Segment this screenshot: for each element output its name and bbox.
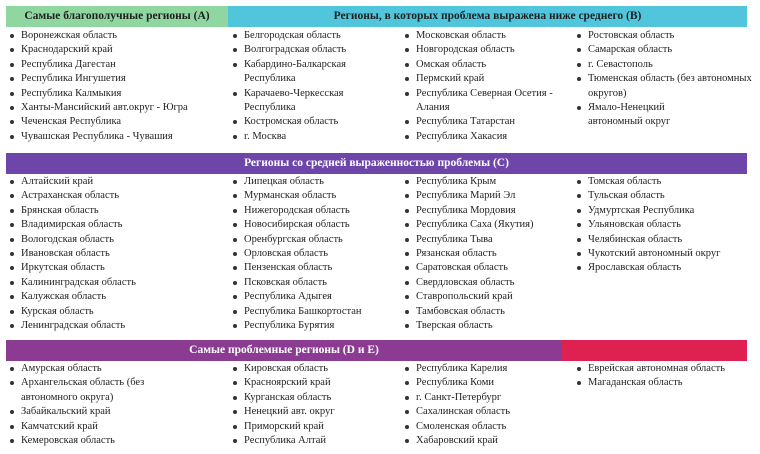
list-item: Республика Крым <box>403 175 573 189</box>
list-item: Новгородская область <box>403 43 573 57</box>
list-item: Красноярский край <box>231 376 401 390</box>
list-item: Еврейская автономная область <box>575 362 728 376</box>
list-item: Волгоградская область <box>231 43 401 57</box>
list-item: Приморский край <box>231 420 401 434</box>
list-item: Карачаево-Черкесская Республика <box>231 87 369 116</box>
list-item: Кемеровская область <box>8 434 226 448</box>
list-item: Тверская область <box>403 319 573 333</box>
list-item: г. Москва <box>231 130 401 144</box>
list-item: Томская область <box>575 175 755 189</box>
list-item: Тюменская область (без автономных округов) <box>575 72 753 101</box>
list-item: Астраханская область <box>8 189 226 203</box>
list-item: Республика Карелия <box>403 362 573 376</box>
list-item: Камчатский край <box>8 420 226 434</box>
header-section-b <box>228 6 747 27</box>
list-item: Чукотский автономный округ <box>575 247 733 261</box>
list-item: Белгородская область <box>231 29 401 43</box>
list-item: Краснодарский край <box>8 43 226 57</box>
header-section-de-title: Самые проблемные регионы (D и E) <box>189 344 379 356</box>
list-item: Иркутская область <box>8 261 226 275</box>
list-item: Республика Мордовия <box>403 204 573 218</box>
list-item: Ямало-Ненецкий автономный округ <box>575 101 713 130</box>
list-item: Республика Коми <box>403 376 573 390</box>
list-item: Республика Татарстан <box>403 115 573 129</box>
list-item: Ростовская область <box>575 29 755 43</box>
list-item: Смоленская область <box>403 420 573 434</box>
list-item: Республика Дагестан <box>8 58 226 72</box>
list-item: Чувашская Республика - Чувашия <box>8 130 226 144</box>
list-item: Калужская область <box>8 290 226 304</box>
section-de-col1 <box>231 362 401 448</box>
list-item: Республика Адыгея <box>231 290 401 304</box>
list-item: Вологодская область <box>8 233 226 247</box>
list-item: Республика Северная Осетия - Алания <box>403 87 556 116</box>
list-item: Республика Тыва <box>403 233 573 247</box>
list-item: Республика Ингушетия <box>8 72 226 86</box>
section-c-col3 <box>575 175 755 276</box>
list-item: Алтайский край <box>8 175 226 189</box>
header-section-a-title: Самые благополучные регионы (A) <box>24 10 210 22</box>
list-item: Брянская область <box>8 204 226 218</box>
section-a-list <box>8 29 226 144</box>
list-item: Новосибирская область <box>231 218 401 232</box>
list-item: Тульская область <box>575 189 755 203</box>
header-section-e-accent <box>562 340 747 361</box>
list-item: Липецкая область <box>231 175 401 189</box>
list-item: Омская область <box>403 58 573 72</box>
section-b-col1 <box>231 29 401 144</box>
section-c-col0 <box>8 175 226 333</box>
list-item: Республика Башкортостан <box>231 305 401 319</box>
list-item: Саратовская область <box>403 261 573 275</box>
list-item: Забайкальский край <box>8 405 226 419</box>
list-item: Амурская область <box>8 362 226 376</box>
header-section-c <box>6 153 747 174</box>
list-item: Ивановская область <box>8 247 226 261</box>
list-item: Свердловская область <box>403 276 573 290</box>
list-item: Чеченская Республика <box>8 115 226 129</box>
list-item: Ленинградская область <box>8 319 226 333</box>
list-item: Рязанская область <box>403 247 573 261</box>
list-item: Тамбовская область <box>403 305 573 319</box>
list-item: Ненецкий авт. округ <box>231 405 401 419</box>
list-item: Московская область <box>403 29 573 43</box>
header-section-b-title: Регионы, в которых проблема выражена ниже среднего (B) <box>333 10 642 22</box>
list-item: Воронежская область <box>8 29 226 43</box>
list-item: Ярославская область <box>575 261 755 275</box>
list-item: Оренбургская область <box>231 233 401 247</box>
list-item: Курская область <box>8 305 226 319</box>
list-item: Орловская область <box>231 247 401 261</box>
list-item: Кировская область <box>231 362 401 376</box>
list-item: Республика Алтай <box>231 434 401 448</box>
section-c-col1 <box>231 175 401 333</box>
list-item: Хабаровский край <box>403 434 573 448</box>
header-section-de <box>6 340 562 361</box>
list-item: Сахалинская область <box>403 405 573 419</box>
list-item: Республика Калмыкия <box>8 87 226 101</box>
list-item: Ханты-Мансийский авт.округ - Югра <box>8 101 226 115</box>
list-item: Псковская область <box>231 276 401 290</box>
list-item: Пензенская область <box>231 261 401 275</box>
list-item: Магаданская область <box>575 376 755 390</box>
list-item: Нижегородская область <box>231 204 401 218</box>
list-item: Республика Марий Эл <box>403 189 573 203</box>
list-item: г. Санкт-Петербург <box>403 391 573 405</box>
list-item: Мурманская область <box>231 189 401 203</box>
list-item: Калининградская область <box>8 276 226 290</box>
list-item: Костромская область <box>231 115 401 129</box>
list-item: Челябинская область <box>575 233 755 247</box>
header-section-c-title: Регионы со средней выраженностью проблемы (C) <box>244 157 509 169</box>
list-item: Удмуртская Республика <box>575 204 755 218</box>
list-item: Самарская область <box>575 43 755 57</box>
list-item: Архангельская область (без автономного округа) <box>8 376 171 405</box>
section-c-col2 <box>403 175 573 333</box>
list-item: Пермский край <box>403 72 573 86</box>
section-de-col0 <box>8 362 226 448</box>
list-item: г. Севастополь <box>575 58 755 72</box>
list-item: Ставропольский край <box>403 290 573 304</box>
header-section-a <box>6 6 228 27</box>
section-b-col3 <box>575 29 755 130</box>
section-de-col2 <box>403 362 573 448</box>
list-item: Республика Бурятия <box>231 319 401 333</box>
list-item: Владимирская область <box>8 218 226 232</box>
list-item: Республика Хакасия <box>403 130 573 144</box>
list-item: Ульяновская область <box>575 218 755 232</box>
list-item: Кабардино-Балкарская Республика <box>231 58 369 87</box>
list-item: Курганская область <box>231 391 401 405</box>
section-b-col2 <box>403 29 573 144</box>
list-item: Республика Саха (Якутия) <box>403 218 573 232</box>
section-de-col3 <box>575 362 755 391</box>
